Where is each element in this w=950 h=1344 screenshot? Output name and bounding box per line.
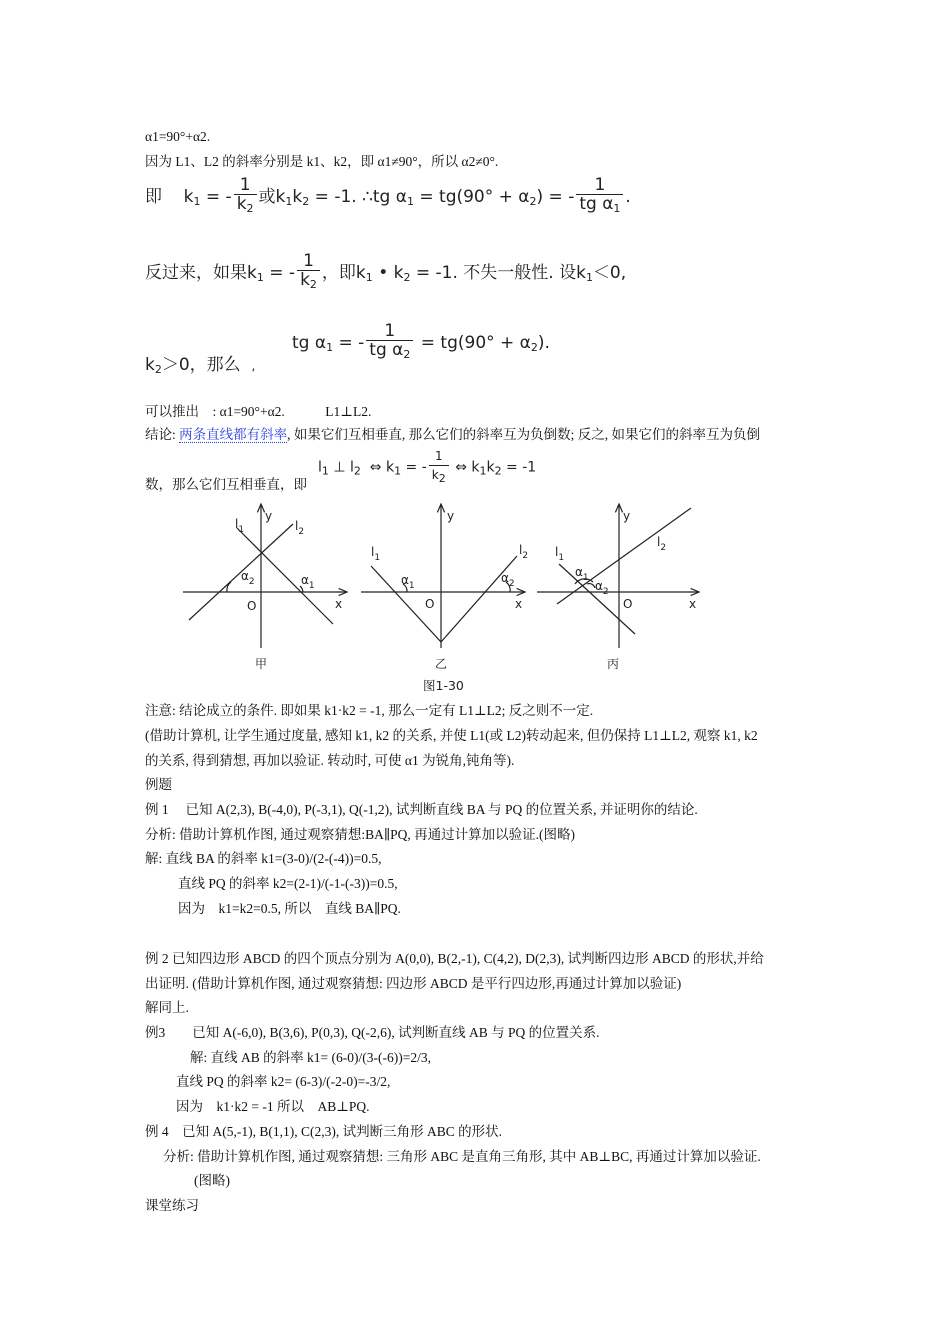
eq-text: .: [625, 187, 631, 207]
link-text[interactable]: 两条直线都有斜率: [179, 427, 288, 442]
axis-label-x: x: [689, 597, 697, 611]
text-line: 解同上.: [145, 1000, 189, 1015]
equation-3a: $k_2>0$，那么 ,: [145, 355, 256, 376]
text-line: 因为 k1=k2=0.5, 所以 直线 BA∥PQ.: [178, 901, 401, 916]
text-line: 因为 k1·k2 = -1 所以 AB⊥PQ.: [176, 1099, 370, 1114]
angle-label: $\alpha_1$: [301, 573, 315, 591]
line-l2: [441, 556, 517, 642]
text-line: 例3 已知 A(-6,0), B(3,6), P(0,3), Q(-2,6), 试判断直线 AB 与 PQ 的位置关系.: [145, 1025, 600, 1040]
text-line: 例 2 已知四边形 ABCD 的四个顶点分别为 A(0,0), B(2,-1), C(4,2), D(2,3), 试判断四边形 ABCD 的形状,并给: [145, 951, 764, 966]
equation-2: 反过来，如果$k_1$ = - $\frac{1}{k_2}$ ，即$k_1$ • $k_2 = -1$. 不失一般性. 设$k_1<0$,: [145, 252, 626, 294]
figure-caption: 图1-30: [423, 678, 464, 693]
origin-label: O: [247, 599, 257, 613]
line-label: $l_1$: [371, 545, 381, 563]
text-line: 例 1 已知 A(2,3), B(-4,0), P(-3,1), Q(-1,2), 试判断直线 BA 与 PQ 的位置关系, 并证明你的结论.: [145, 802, 698, 817]
fraction: $\frac{1}{k2}$: [429, 447, 449, 488]
text-line: 分析: 借助计算机作图, 通过观察猜想: 三角形 ABC 是直角三角形, 其中 AB⊥BC, 再通过计算加以验证.: [163, 1149, 761, 1164]
angle-label: $\alpha_1$: [401, 573, 415, 591]
eq-text: 或k: [258, 187, 286, 207]
text-line: 可以推出 : α1=90°+α2. L1⊥L2.: [145, 404, 372, 419]
axis-label-y: y: [265, 509, 273, 523]
eq-text: ).: [537, 333, 550, 353]
eq-text: 即: [145, 187, 162, 207]
line-label: $l_2$: [295, 519, 305, 537]
eq-text: ,: [251, 359, 256, 373]
line-label: $l_1$: [555, 545, 565, 563]
origin-label: O: [425, 597, 435, 611]
line-label: $l_2$: [519, 543, 529, 561]
text-line: 例 4 已知 A(5,-1), B(1,1), C(2,3), 试判断三角形 ABC 的形状.: [145, 1124, 502, 1139]
panel-label: 甲: [255, 657, 268, 671]
figure-1-30: [175, 496, 715, 696]
line-label: $l_1$: [235, 517, 245, 535]
text-line: 分析: 借助计算机作图, 通过观察猜想:BA∥PQ, 再通过计算加以验证.(图略): [145, 827, 575, 842]
text-line: 的关系, 得到猜想, 再加以验证. 转动时, 可使 α1 为锐角,钝角等).: [145, 753, 515, 768]
eq-text: k: [145, 355, 155, 375]
eq-sub: 1: [193, 195, 201, 208]
text-line: 因为 L1、L2 的斜率分别是 k1、k2，即 α1≠90°，所以 α2≠0°.: [145, 154, 499, 169]
axis-label-y: y: [623, 509, 631, 523]
angle-arc: [227, 582, 231, 592]
eq-text: = -1. ∴tg α: [314, 187, 407, 207]
axis-label-x: x: [515, 597, 523, 611]
section-heading: 课堂练习: [145, 1198, 199, 1213]
eq-text: tg α: [292, 333, 327, 353]
eq-text: ＞0，那么: [161, 355, 241, 375]
text-line: 解: 直线 AB 的斜率 k1= (6-0)/(3-(-6))=2/3,: [190, 1050, 431, 1065]
eq-text: = -: [338, 333, 365, 353]
text-line: (借助计算机, 让学生通过度量, 感知 k1, k2 的关系, 并使 L1(或 L2)转动起来, 但仍保持 L1⊥L2, 观察 k1, k2: [145, 728, 758, 743]
panel-label: 乙: [435, 657, 448, 671]
eq-text: = -: [205, 187, 232, 207]
eq-text: = -1. 不失一般性. 设k: [415, 263, 586, 283]
eq-text: • k: [378, 263, 404, 283]
axis-label-x: x: [335, 597, 343, 611]
text-line: 数，那么它们互相垂直，即: [145, 477, 307, 492]
text-line: 出证明. (借助计算机作图, 通过观察猜想: 四边形 ABCD 是平行四边形,再通过计算加以验证): [145, 976, 682, 991]
section-heading: 例题: [145, 777, 172, 792]
equation-1: 即 $k_1$ = - $\frac{1}{k_2}$ 或$k_1k_2 = -1$. ∴tg $\alpha_1 = tg(90^\circ + \alpha_2)$ = - $\frac{1}{tg \alpha_1}$ .: [145, 176, 631, 218]
eq-text: = tg(90° + α: [420, 333, 531, 353]
eq-text: ，即k: [321, 263, 366, 283]
eq-text: = -: [269, 263, 296, 283]
text-line: 直线 PQ 的斜率 k2=(2-1)/(-1-(-3))=0.5,: [178, 876, 398, 891]
fraction: [234, 176, 257, 218]
fraction: $\frac{1}{tg \alpha_1}$: [576, 176, 623, 218]
line-label: $l_2$: [657, 535, 667, 553]
equation-3b: tg $\alpha_1$ = - $\frac{1}{tg \alpha_2}$ = $tg(90^\circ + \alpha_2)$.: [292, 322, 550, 364]
eq-text: 反过来，如果k: [145, 263, 257, 283]
eq-text: = tg(90° + α: [419, 187, 530, 207]
angle-label: $\alpha_2$: [501, 571, 515, 589]
origin-label: O: [623, 597, 633, 611]
text-line: (图略): [194, 1173, 230, 1188]
panel-label: 丙: [607, 657, 620, 671]
eq-text: ＜0,: [592, 263, 627, 283]
angle-label: $\alpha_1$: [575, 565, 589, 583]
fraction: $\frac{1}{k_2}$: [297, 252, 320, 294]
text-line: 结论: 两条直线都有斜率, 如果它们互相垂直, 那么它们的斜率互为负倒数; 反之, 如果它们的斜率互为负倒: [145, 427, 761, 442]
text-line: α1=90°+α2.: [145, 129, 211, 144]
axis-label-y: y: [447, 509, 455, 523]
eq-text: ) = -: [536, 187, 575, 207]
angle-arc: [587, 584, 595, 588]
eq-text: k: [183, 187, 194, 207]
fraction: $\frac{1}{tg \alpha_2}$: [366, 322, 413, 364]
angle-label: $\alpha_2$: [241, 569, 255, 587]
equation-4: $l_1$ ⊥ $l_2$ ⇔ $k_1$ = - $\frac{1}{k2}$ ⇔ $k_1k_2 = -1$: [318, 447, 536, 488]
denominator: $k_2$: [234, 194, 257, 218]
text-line: 注意: 结论成立的条件. 即如果 k1·k2 = -1, 那么一定有 L1⊥L2; 反之则不一定.: [145, 703, 594, 718]
text-line: 解: 直线 BA 的斜率 k1=(3-0)/(2-(-4))=0.5,: [145, 851, 382, 866]
numerator: 1: [239, 175, 251, 195]
text-line: 直线 PQ 的斜率 k2= (6-3)/(-2-0)=-3/2,: [176, 1074, 391, 1089]
angle-label: $\alpha_2$: [595, 579, 609, 597]
